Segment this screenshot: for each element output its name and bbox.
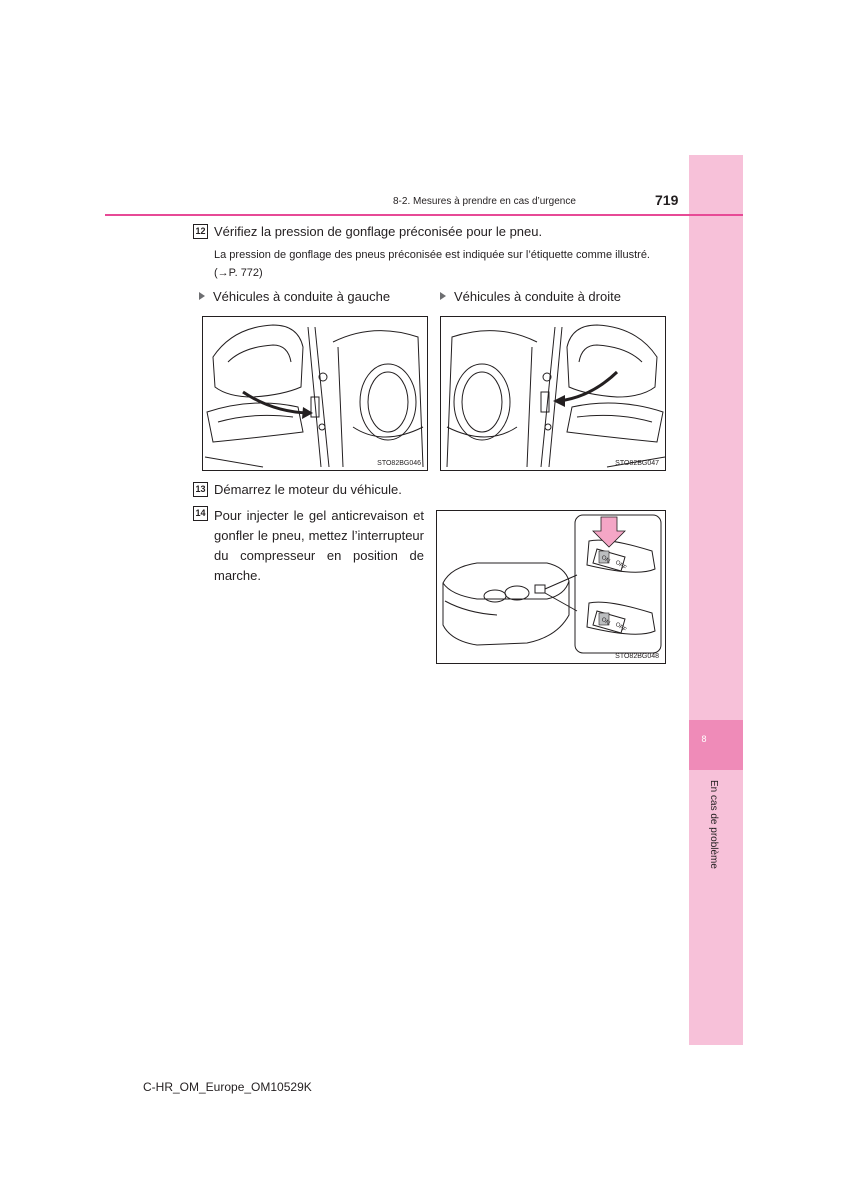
step-13-title: Démarrez le moteur du véhicule.: [214, 482, 402, 497]
figure-code-lhd: STO82BG046: [377, 460, 421, 467]
compressor-illustration: [437, 511, 667, 665]
switch-on-label-top: ON: [599, 554, 611, 565]
door-pillar-illustration-rhd: [441, 317, 667, 472]
figure-code-rhd: STO82BG047: [615, 460, 659, 467]
chapter-number: 8: [701, 734, 707, 744]
step-12-note: La pression de gonflage des pneus préconisée est indiquée sur l’étiquette comme illustré. (→P. 772): [214, 249, 650, 279]
variant-label-rhd: Véhicules à conduite à droite: [440, 289, 621, 304]
step-14-text: Pour injecter le gel anticrevaison et gonfler le pneu, mettez l’interrupteur du compresseur en position de marche.: [214, 508, 424, 583]
door-pillar-illustration-lhd: [203, 317, 429, 472]
chapter-tab-strip: [689, 155, 743, 1045]
switch-off-label-bottom: OFF: [613, 621, 628, 634]
doc-code: C-HR_OM_Europe_OM10529K: [143, 1080, 312, 1094]
switch-off-label-top: OFF: [613, 559, 628, 572]
bullet-triangle-icon: [440, 292, 446, 300]
chapter-tab-active[interactable]: [689, 720, 743, 770]
switch-on-label-bottom: ON: [599, 616, 611, 627]
figure-lhd-door-label: [202, 316, 428, 471]
page-number: 719: [655, 192, 679, 208]
figure-rhd-door-label: [440, 316, 666, 471]
step-badge-13: 13: [193, 482, 208, 497]
header-rule: [105, 214, 743, 216]
step-badge-14: 14: [193, 506, 208, 521]
step-12-title: Vérifiez la pression de gonflage préconisée pour le pneu.: [214, 224, 543, 239]
variant-label-lhd: Véhicules à conduite à gauche: [199, 289, 390, 304]
chapter-title: En cas de problème: [708, 780, 719, 869]
bullet-triangle-icon: [199, 292, 205, 300]
figure-code-compressor: STO82BG048: [615, 653, 659, 660]
figure-compressor-switch: [436, 510, 666, 664]
section-title: 8-2. Mesures à prendre en cas d’urgence: [393, 196, 576, 207]
step-badge-12: 12: [193, 224, 208, 239]
